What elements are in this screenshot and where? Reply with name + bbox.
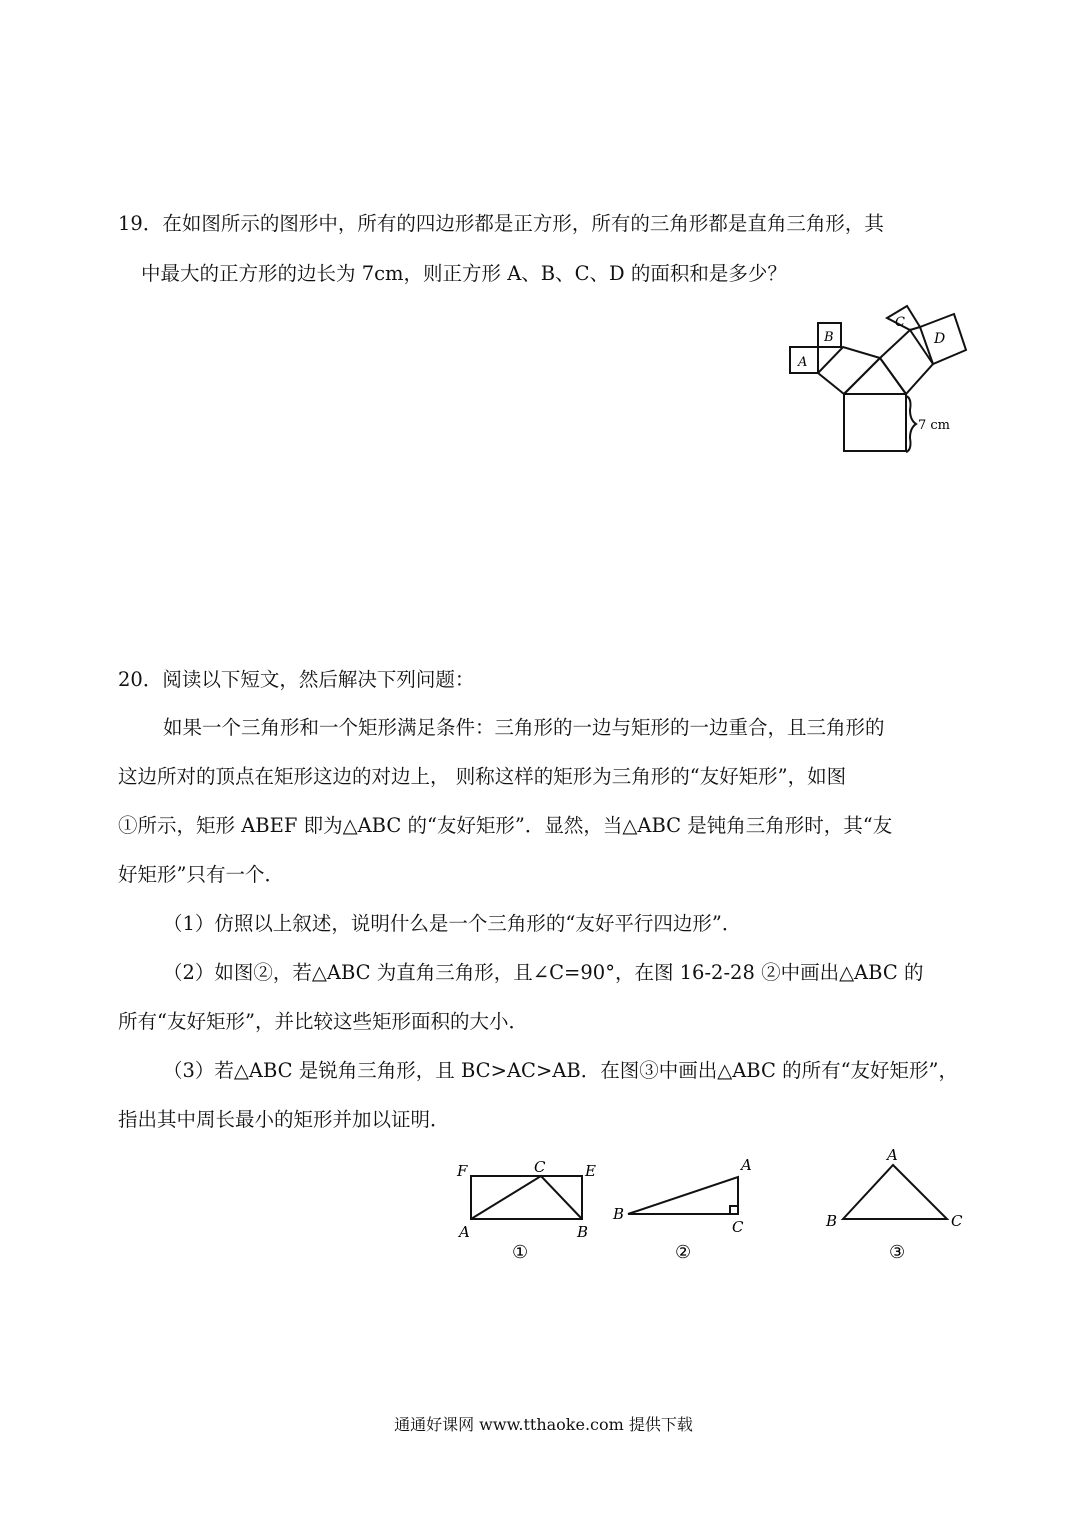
q20-sub3-line1: （3）若△ABC 是锐角三角形，且 BC>AC>AB．在图③中画出△ABC 的所有“友好矩形”， bbox=[163, 1059, 959, 1082]
fig1-label-b: B bbox=[577, 1223, 589, 1241]
fig2-label-c: C bbox=[732, 1218, 744, 1236]
square-c-label: C bbox=[895, 315, 905, 330]
fig2-label-a: A bbox=[741, 1156, 752, 1174]
q20-para-line3: ①所示，矩形 ABEF 即为△ABC 的“友好矩形”．显然，当△ABC 是钝角三角形时，其“友 bbox=[118, 814, 893, 837]
q20-sub2-line2: 所有“友好矩形”，并比较这些矩形面积的大小． bbox=[118, 1010, 528, 1033]
triangle-abc bbox=[471, 1176, 582, 1219]
right-mid-square bbox=[880, 330, 933, 394]
square-a-label: A bbox=[798, 355, 808, 370]
q20-para-line4: 好矩形”只有一个． bbox=[118, 863, 284, 886]
right-angle-mark bbox=[730, 1206, 738, 1214]
fig1-label-c: C bbox=[534, 1158, 546, 1176]
q20-para-line2: 这边所对的顶点在矩形这边的对边上， 则称这样的矩形为三角形的“友好矩形”，如图 bbox=[118, 765, 847, 788]
q19-text-line1: 19．在如图所示的图形中，所有的四边形都是正方形，所有的三角形都是直角三角形，其 bbox=[118, 212, 884, 235]
fig1-label-f: F bbox=[457, 1162, 468, 1180]
fig3-label-b: B bbox=[826, 1212, 838, 1230]
left-mid-square bbox=[818, 347, 880, 394]
fig1-caption: ① bbox=[512, 1242, 529, 1263]
fig1-label-a: A bbox=[459, 1223, 470, 1241]
fig3-label-a: A bbox=[887, 1146, 898, 1164]
top-triangle bbox=[844, 358, 906, 394]
q20-sub1: （1）仿照以上叙述，说明什么是一个三角形的“友好平行四边形”． bbox=[163, 912, 742, 935]
square-c bbox=[887, 306, 920, 330]
q19-text-line2: 中最大的正方形的边长为 7cm，则正方形 A、B、C、D 的面积和是多少？ bbox=[141, 262, 787, 285]
square-b bbox=[818, 323, 841, 347]
fig1-label-e: E bbox=[585, 1162, 596, 1180]
square-d bbox=[920, 314, 966, 364]
square-a bbox=[790, 347, 818, 373]
q20-heading: 20．阅读以下短文，然后解决下列问题： bbox=[118, 668, 475, 691]
big-square bbox=[844, 394, 906, 451]
fig3-label-c: C bbox=[951, 1212, 963, 1230]
side-brace bbox=[906, 396, 916, 452]
right-triangle-abc bbox=[628, 1177, 738, 1214]
q20-para-line1: 如果一个三角形和一个矩形满足条件：三角形的一边与矩形的一边重合，且三角形的 bbox=[163, 716, 885, 739]
side-length-label: 7 cm bbox=[918, 418, 951, 433]
rectangle-abef bbox=[471, 1176, 582, 1219]
q20-sub2-line1: （2）如图②，若△ABC 为直角三角形，且∠C=90°，在图 16-2-28 ②中画出△ABC 的 bbox=[163, 961, 924, 984]
fig2-label-b: B bbox=[613, 1205, 625, 1223]
square-d-label: D bbox=[934, 331, 946, 347]
acute-triangle-abc bbox=[843, 1165, 947, 1219]
fig2-caption: ② bbox=[675, 1242, 692, 1263]
q20-sub3-line2: 指出其中周长最小的矩形并加以证明． bbox=[118, 1108, 450, 1131]
fig3-caption: ③ bbox=[889, 1242, 906, 1263]
square-b-label: B bbox=[824, 330, 834, 345]
page-footer: 通通好课网 www.tthaoke.com 提供下载 bbox=[394, 1415, 693, 1434]
